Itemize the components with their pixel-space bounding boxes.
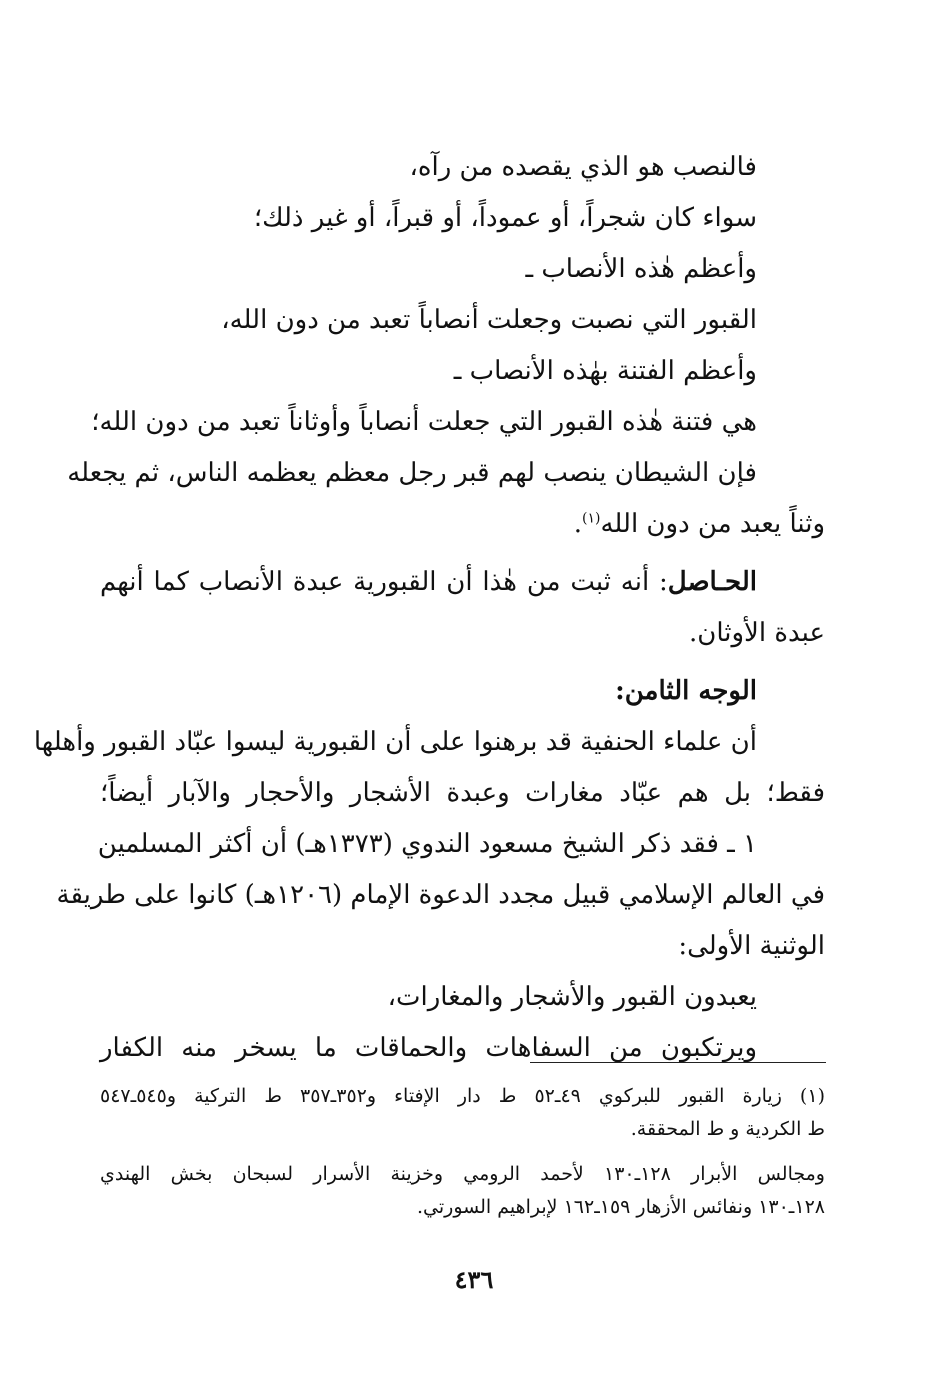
text-line: فقط؛ بل هم عبّاد مغارات وعبدة الأشجار والأحجار والآبار أيضاً؛ xyxy=(100,778,825,808)
text-line: القبور التي نصبت وجعلت أنصاباً تعبد من دون الله، xyxy=(221,305,757,335)
footnotes xyxy=(100,1080,825,1224)
text-line: عبدة الأوثان. xyxy=(688,618,825,648)
text-line: فإن الشيطان ينصب لهم قبر رجل معظم يعظمه الناس، ثم يجعله xyxy=(67,458,757,488)
text-segment: . xyxy=(573,509,582,539)
text-line: وأعظم الفتنة بهٰذه الأنصاب ـ xyxy=(453,356,757,386)
conclusion-line xyxy=(100,557,825,608)
section-heading: الوجه الثامن: xyxy=(615,676,757,706)
footnote-line: ١٢٨ـ١٣٠ ونفائس الأزهار ١٥٩ـ١٦٢ لإبراهيم السورتي. xyxy=(417,1196,825,1218)
footnote-divider xyxy=(530,1062,826,1063)
text-line: يعبدون القبور والأشجار والمغارات، xyxy=(387,982,757,1012)
text-line xyxy=(100,499,825,550)
footnote-ref: (١) xyxy=(582,510,601,527)
text-line: في العالم الإسلامي قبيل مجدد الدعوة الإمام (١٢٠٦هـ) كانوا على طريقة xyxy=(56,880,825,910)
text-line: سواء كان شجراً، أو عموداً، أو قبراً، أو غير ذلك؛ xyxy=(253,203,757,233)
footnote-line: ومجالس الأبرار ١٢٨ـ١٣٠ لأحمد الرومي وخزينة الأسرار لسبحان بخش الهندي xyxy=(100,1163,825,1185)
text-line: أن علماء الحنفية قد برهنوا على أن القبورية ليسوا عبّاد القبور وأهلها xyxy=(33,727,757,757)
text-line: ويرتكبون من السفاهات والحماقات ما يسخر منه الكفار xyxy=(100,1033,757,1063)
text-line: الوثنية الأولى: xyxy=(678,931,825,961)
conclusion-text: : أنه ثبت من هٰذا أن القبورية عبدة الأنصاب كما أنهم xyxy=(100,567,668,597)
footnote-line: (١) زيارة القبور للبركوي ٤٩ـ٥٢ ط دار الإفتاء و٣٥٢ـ٣٥٧ ط التركية و٥٤٥ـ٥٤٧ xyxy=(100,1085,825,1107)
page-number: ٤٣٦ xyxy=(454,1265,494,1294)
main-text xyxy=(33,142,825,1074)
footnote-line: ط الكردية و ط المحققة. xyxy=(630,1118,825,1140)
text-line: ١ ـ فقد ذكر الشيخ مسعود الندوي (١٣٧٣هـ) أن أكثر المسلمين xyxy=(97,829,757,859)
text-segment: وثناً يعبد من دون الله xyxy=(600,509,825,539)
text-line: هي فتنة هٰذه القبور التي جعلت أنصاباً وأوثاناً تعبد من دون الله؛ xyxy=(91,407,757,437)
text-line: وأعظم هٰذه الأنصاب ـ xyxy=(525,254,757,284)
text-line: فالنصب هو الذي يقصده من رآه، xyxy=(409,152,757,182)
conclusion-label: الحـاصل xyxy=(667,567,757,597)
